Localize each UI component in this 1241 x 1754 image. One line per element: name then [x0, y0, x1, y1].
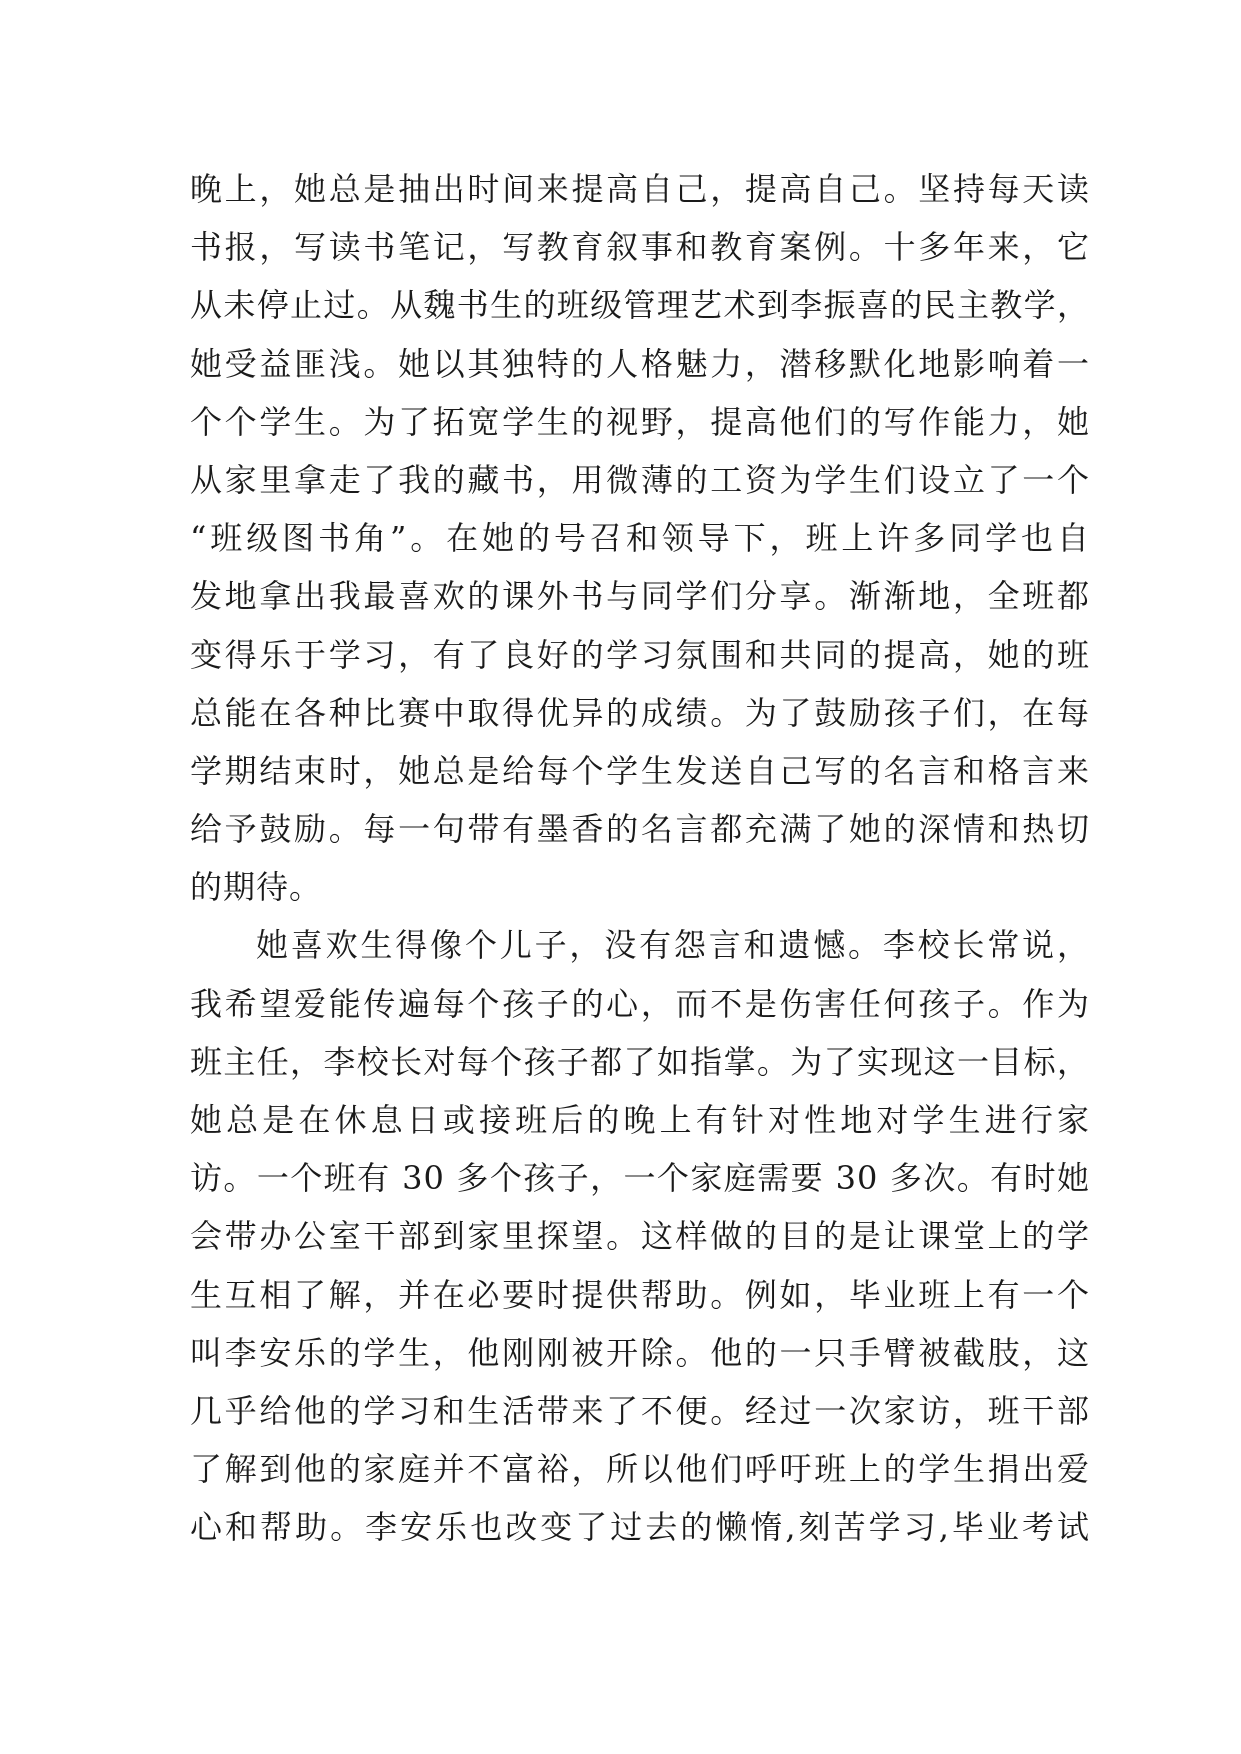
text-line: 叫李安乐的学生，他刚刚被开除。他的一只手臂被截肢，这: [190, 1333, 1090, 1372]
text-line: 发地拿出我最喜欢的课外书与同学们分享。渐渐地，全班都: [190, 577, 1090, 616]
text-line: 心和帮助。李安乐也改变了过去的懒惰,刻苦学习,毕业考试: [190, 1508, 1090, 1547]
text-line: 她喜欢生得像个儿子，没有怨言和遗憾。李校长常说，: [256, 926, 1090, 965]
text-line: 我希望爱能传遍每个孩子的心，而不是伤害任何孩子。作为: [190, 984, 1090, 1023]
text-line: 书报，写读书笔记，写教育叙事和教育案例。十多年来，它: [190, 228, 1090, 267]
text-line: 了解到他的家庭并不富裕，所以他们呼吁班上的学生捐出爱: [190, 1450, 1090, 1489]
text-line: 变得乐于学习，有了良好的学习氛围和共同的提高，她的班: [190, 635, 1090, 674]
text-line: 个个学生。为了拓宽学生的视野，提高他们的写作能力，她: [190, 402, 1090, 441]
text-line: 给予鼓励。每一句带有墨香的名言都充满了她的深情和热切: [190, 810, 1090, 849]
text-line: 晚上，她总是抽出时间来提高自己，提高自己。坚持每天读: [190, 170, 1090, 208]
text-line: 的期待。: [190, 868, 323, 907]
text-line: 访。一个班有 30 多个孩子，一个家庭需要 30 多次。有时她: [190, 1159, 1090, 1198]
text-line: 她受益匪浅。她以其独特的人格魅力，潜移默化地影响着一: [190, 344, 1090, 383]
text-line: 班主任，李校长对每个孩子都了如指掌。为了实现这一目标，: [190, 1042, 1090, 1081]
body-text: [190, 160, 1090, 1557]
text-line: 几乎给他的学习和生活带来了不便。经过一次家访，班干部: [190, 1391, 1090, 1430]
text-line: 总能在各种比赛中取得优异的成绩。为了鼓励孩子们，在每: [190, 693, 1090, 732]
text-line: 会带办公室干部到家里探望。这样做的目的是让课堂上的学: [190, 1217, 1090, 1256]
text-line: 学期结束时，她总是给每个学生发送自己写的名言和格言来: [190, 751, 1090, 790]
text-line: 生互相了解，并在必要时提供帮助。例如，毕业班上有一个: [190, 1275, 1090, 1314]
text-line: 从未停止过。从魏书生的班级管理艺术到李振喜的民主教学，: [190, 286, 1090, 325]
text-line: 她总是在休息日或接班后的晚上有针对性地对学生进行家: [190, 1101, 1090, 1139]
text-line: “班级图书角”。在她的号召和领导下，班上许多同学也自: [190, 519, 1090, 558]
text-line: 从家里拿走了我的藏书，用微薄的工资为学生们设立了一个: [190, 460, 1090, 499]
